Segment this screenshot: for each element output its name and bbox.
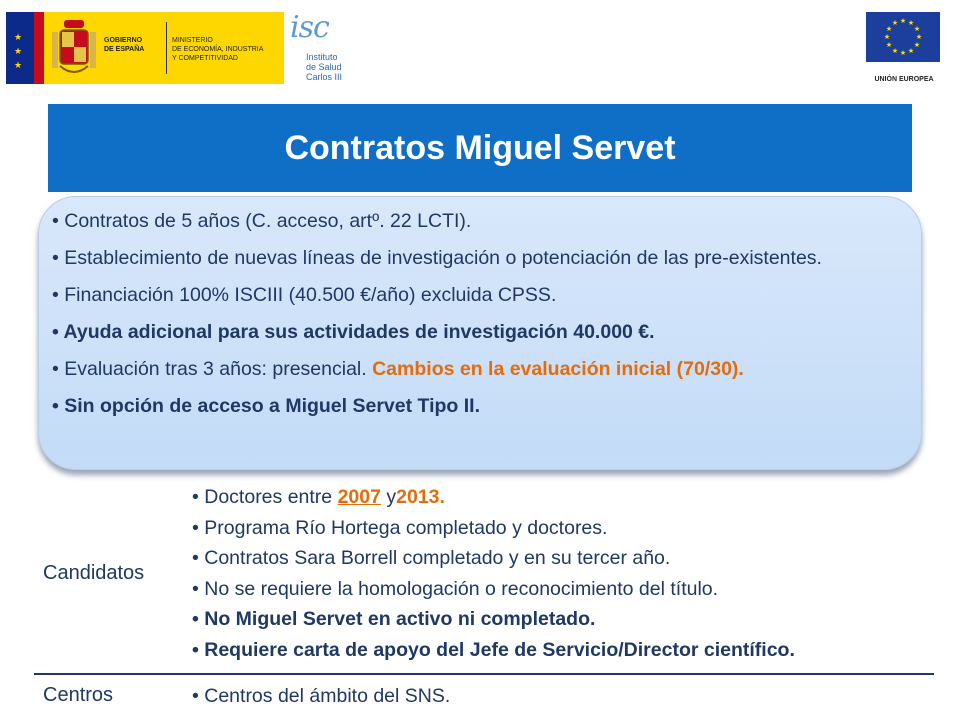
year-start: 2007	[337, 486, 381, 508]
list-item	[52, 282, 902, 308]
ministry-line: DE ECONOMÍA, INDUSTRIA	[172, 46, 264, 53]
isc-text	[306, 52, 342, 82]
divider	[166, 22, 167, 74]
svg-text:★: ★	[913, 26, 921, 33]
gov-text	[104, 36, 144, 54]
list-item	[52, 356, 902, 382]
list-item	[52, 245, 902, 271]
list-item	[192, 635, 795, 666]
list-item	[52, 208, 902, 234]
item-text: Contratos Sara Borrell completado y en su tercer año.	[204, 547, 671, 569]
bullet: •	[192, 577, 199, 600]
ministry-line: MINISTERIO	[172, 37, 213, 44]
item-text: Centros del ámbito del SNS.	[204, 685, 451, 707]
svg-text:★: ★	[907, 20, 915, 27]
centros-label: Centros	[43, 684, 114, 706]
item-text: Ayuda adicional para sus actividades de investigación 40.000 €.	[63, 321, 655, 343]
coat-of-arms-icon	[50, 16, 98, 80]
title-banner	[48, 104, 912, 192]
item-text: Programa Río Hortega completado y doctores.	[204, 516, 608, 539]
centros-list	[192, 682, 450, 710]
gobierno-espana-logo	[6, 12, 284, 84]
svg-text:★: ★	[899, 50, 907, 57]
list-item	[192, 682, 450, 710]
ministry-line: Y COMPETITIVIDAD	[172, 55, 238, 62]
item-text: Requiere carta de apoyo del Jefe de Servicio/Director científico.	[204, 638, 795, 661]
year-end: 2013.	[396, 486, 445, 508]
gov-line: GOBIERNO	[104, 37, 143, 44]
bullet: •	[192, 685, 199, 707]
item-highlight: Cambios en la evaluación inicial (70/30).	[372, 358, 744, 380]
list-item	[52, 319, 902, 345]
list-item	[192, 604, 795, 635]
svg-text:★: ★	[891, 48, 899, 55]
bullet: •	[192, 486, 199, 508]
svg-text:★: ★	[899, 18, 907, 25]
stars-icon: ★ ★ ★	[14, 32, 23, 70]
bullet: •	[192, 608, 199, 630]
item-text: Financiación 100% ISCIII (40.500 €/año) excluida CPSS.	[64, 284, 557, 306]
item-text: Evaluación tras 3 años: presencial.	[64, 358, 367, 380]
spain-flag-strip	[34, 12, 44, 84]
list-item	[192, 574, 795, 605]
page-title: Contratos Miguel Servet	[284, 129, 676, 167]
item-text: y	[386, 486, 397, 508]
isc-line: Instituto	[306, 52, 338, 62]
bullet: •	[52, 210, 59, 232]
eu-flag-strip	[6, 12, 34, 84]
item-text: Contratos de 5 años (C. acceso, artº. 22 LCTI).	[64, 210, 472, 232]
item-text: No Miguel Servet en activo ni completado.	[204, 608, 596, 630]
bullet: •	[52, 395, 59, 417]
svg-text:★: ★	[913, 42, 921, 49]
candidatos-label: Candidatos	[43, 562, 145, 584]
ministry-text	[172, 36, 263, 63]
bullet: •	[52, 321, 59, 343]
gov-line: DE ESPAÑA	[104, 46, 145, 53]
bullet: •	[192, 638, 199, 661]
svg-text:★: ★	[885, 26, 893, 33]
item-text: No se requiere la homologación o reconocimiento del título.	[204, 577, 719, 600]
item-text: Doctores entre	[204, 486, 333, 508]
item-text: Establecimiento de nuevas líneas de investigación o potenciación de las pre-existentes.	[64, 247, 822, 269]
bullet: •	[52, 247, 59, 269]
row-divider	[34, 673, 934, 675]
candidatos-list	[192, 482, 795, 665]
svg-text:★: ★	[915, 34, 923, 41]
isc-line: de Salud	[306, 62, 342, 72]
svg-text:★: ★	[907, 48, 915, 55]
bullet: •	[192, 516, 199, 539]
eu-label: UNIÓN EUROPEA	[874, 76, 934, 83]
svg-text:★: ★	[891, 20, 899, 27]
bullet: •	[192, 547, 199, 569]
svg-text:★: ★	[885, 42, 893, 49]
eu-flag-icon	[866, 12, 940, 62]
list-item	[192, 482, 795, 513]
list-item	[52, 393, 902, 419]
isc-line: Carlos III	[306, 72, 343, 82]
info-list	[52, 208, 902, 419]
list-item	[192, 513, 795, 544]
bullet: •	[52, 358, 59, 380]
isc-mark: isc	[290, 10, 329, 45]
list-item	[192, 543, 795, 574]
bullet: •	[52, 284, 59, 306]
item-text: Sin opción de acceso a Miguel Servet Tipo II.	[64, 395, 480, 417]
svg-text:★: ★	[883, 34, 891, 41]
isciii-logo	[290, 10, 360, 88]
